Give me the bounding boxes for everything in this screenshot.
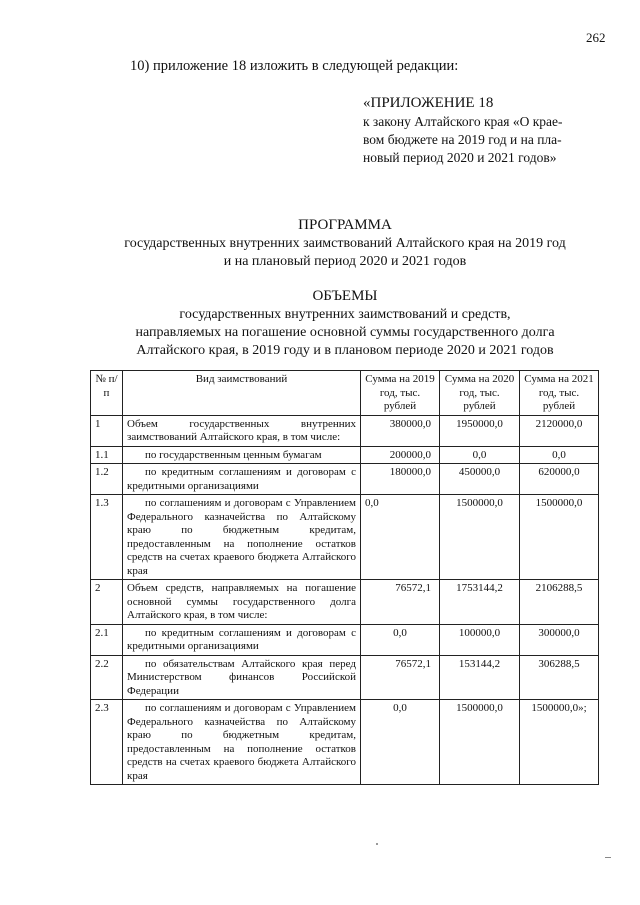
table-row: [91, 624, 599, 655]
row-name: по кредитным соглашениям и договорам с кредитными организациями: [123, 624, 361, 655]
row-num: 1: [91, 415, 123, 446]
row-2019: 180000,0: [361, 464, 440, 495]
appendix-heading: [363, 94, 625, 167]
table-row: [91, 415, 599, 446]
intro-text: 10) приложение 18 изложить в следующей редакции:: [130, 58, 459, 74]
header-2019: Сумма на 2019 год, тыс. рублей: [361, 371, 440, 416]
row-num: 1.2: [91, 464, 123, 495]
volumes-line: направляемых на погашение основной суммы государственного долга: [135, 325, 555, 340]
row-2021: 620000,0: [520, 464, 599, 495]
row-num: 1.3: [91, 495, 123, 580]
row-2019: 200000,0: [361, 446, 440, 464]
row-2020: 1753144,2: [440, 580, 520, 625]
row-2020: 450000,0: [440, 464, 520, 495]
row-2019: 380000,0: [361, 415, 440, 446]
row-2021: 1500000,0: [520, 495, 599, 580]
header-type: Вид заимствований: [123, 371, 361, 416]
row-2019: 0,0: [361, 700, 440, 785]
page-number: 262: [586, 30, 606, 45]
program-heading: [60, 215, 630, 271]
row-name: по государственным ценным бумагам: [123, 446, 361, 464]
volumes-line: государственных внутренних заимствований и средств,: [179, 307, 511, 322]
row-2020: 1950000,0: [440, 415, 520, 446]
row-2020: 1500000,0: [440, 495, 520, 580]
header-num: № п/п: [91, 371, 123, 416]
program-title: ПРОГРАММА: [298, 217, 392, 233]
row-num: 2.2: [91, 655, 123, 700]
row-name: Объем средств, направляемых на погашение основной суммы государственного долга Алтайского края, в том числе:: [123, 580, 361, 625]
appendix-line: новый период 2020 и 2021 годов»: [363, 150, 557, 165]
header-2020: Сумма на 2020 год, тыс. рублей: [440, 371, 520, 416]
table-row: [91, 464, 599, 495]
table-row: [91, 495, 599, 580]
row-2019: 0,0: [361, 624, 440, 655]
table-row: [91, 580, 599, 625]
row-2020: 100000,0: [440, 624, 520, 655]
row-2020: 1500000,0: [440, 700, 520, 785]
table-header-row: [91, 371, 599, 416]
borrowing-table: [90, 370, 599, 785]
row-num: 2.3: [91, 700, 123, 785]
row-name: по соглашениям и договорам с Управлением Федерального казначейства по Алтайскому краю по бюджетным кредитам, предоставленным на пополнение остатков средств на счетах краевого бюджета Алтайского края: [123, 700, 361, 785]
appendix-line: вом бюджете на 2019 год и на пла-: [363, 132, 562, 147]
table-row: [91, 446, 599, 464]
volumes-title: ОБЪЕМЫ: [312, 288, 378, 304]
row-2020: 153144,2: [440, 655, 520, 700]
row-2019: 76572,1: [361, 655, 440, 700]
row-2021: 306288,5: [520, 655, 599, 700]
volumes-line: Алтайского края, в 2019 году и в плановом периоде 2020 и 2021 годов: [136, 343, 554, 358]
program-line: и на плановый период 2020 и 2021 годов: [223, 254, 467, 269]
row-name: по обязательствам Алтайского края перед Министерством финансов Российской Федерации: [123, 655, 361, 700]
row-2021: 300000,0: [520, 624, 599, 655]
row-name: по кредитным соглашениям и договорам с кредитными организациями: [123, 464, 361, 495]
scan-mark: [605, 857, 611, 858]
row-2021: 1500000,0»;: [520, 700, 599, 785]
appendix-title: «ПРИЛОЖЕНИЕ 18: [363, 95, 494, 111]
row-name: Объем государственных внутренних заимствований Алтайского края, в том числе:: [123, 415, 361, 446]
row-2020: 0,0: [440, 446, 520, 464]
header-2021: Сумма на 2021 год, тыс. рублей: [520, 371, 599, 416]
row-num: 2.1: [91, 624, 123, 655]
table-row: [91, 655, 599, 700]
scan-speck: [376, 843, 378, 845]
row-2021: 2120000,0: [520, 415, 599, 446]
row-num: 2: [91, 580, 123, 625]
appendix-line: к закону Алтайского края «О крае-: [363, 114, 563, 129]
table-row: [91, 700, 599, 785]
row-2021: 2106288,5: [520, 580, 599, 625]
row-2019: 76572,1: [361, 580, 440, 625]
row-2021: 0,0: [520, 446, 599, 464]
row-name: по соглашениям и договорам с Управлением Федерального казначейства по Алтайскому краю по бюджетным кредитам, предоставленным на пополнение остатков средств на счетах краевого бюджета Алтайского края: [123, 495, 361, 580]
row-num: 1.1: [91, 446, 123, 464]
row-2019: 0,0: [361, 495, 440, 580]
program-line: государственных внутренних заимствований Алтайского края на 2019 год: [124, 236, 566, 251]
volumes-heading: [60, 286, 630, 360]
